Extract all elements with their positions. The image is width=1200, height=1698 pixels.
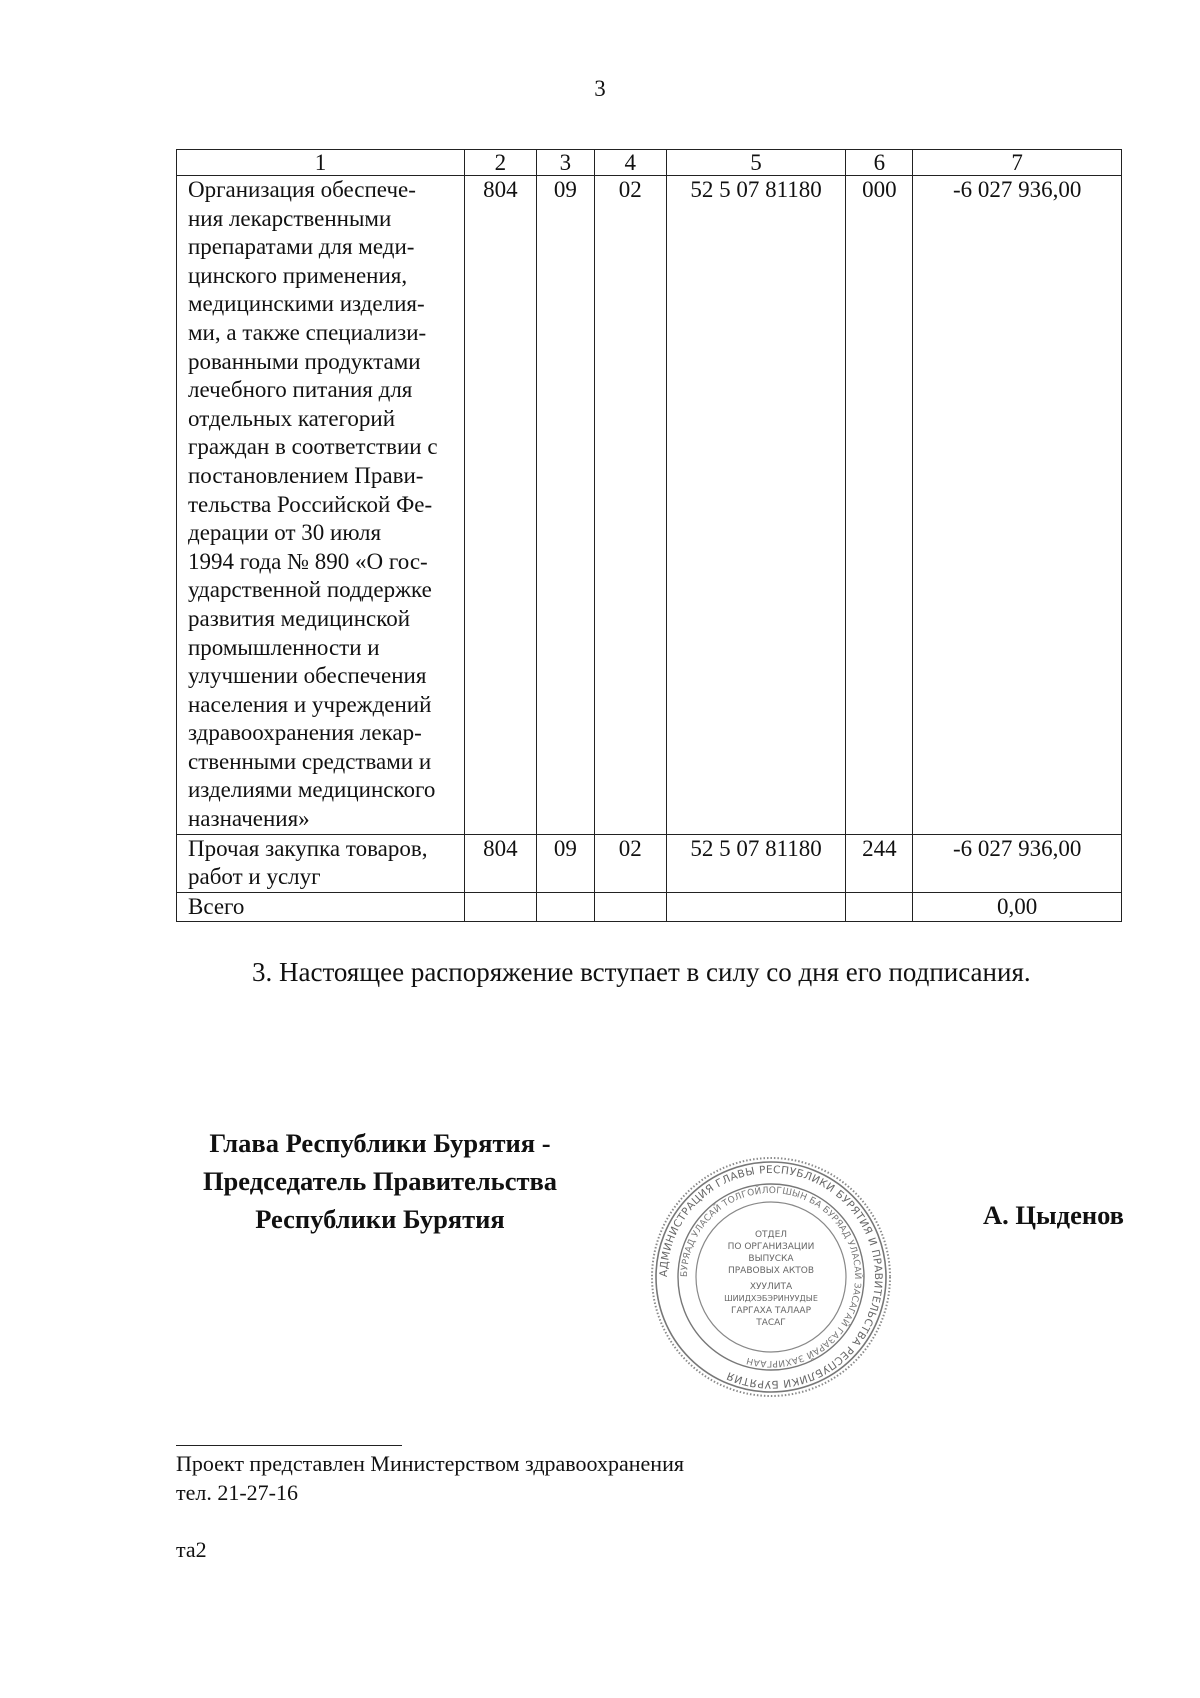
seal-center-line: ХУУЛИТА [749, 1282, 793, 1292]
seal-center-line: ОТДЕЛ [754, 1230, 788, 1240]
name-line: граждан в соответствии с [188, 434, 438, 460]
section-code-cell: 09 [536, 176, 594, 835]
target-article-cell [666, 892, 846, 922]
seal-ring [678, 1184, 864, 1370]
subsection-code-cell [594, 892, 666, 922]
column-header: 6 [846, 150, 913, 176]
name-line: ударственной поддержке [188, 577, 432, 603]
signatory-title-line: Глава Республики Бурятия - [209, 1128, 551, 1158]
column-header: 3 [536, 150, 594, 176]
name-line: отдельных категорий [188, 405, 396, 431]
target-article-cell: 52 5 07 81180 [666, 834, 846, 892]
seal-center-line: ГАРГАХА ТАЛААР [730, 1306, 812, 1316]
signatory-title [130, 1124, 630, 1238]
name-line: населения и учреждений [188, 691, 432, 717]
row-name-cell [177, 892, 465, 922]
name-line: тельства Российской Фе- [188, 491, 433, 517]
name-line: ственными средствами и [188, 748, 432, 774]
name-line: дерации от 30 июля [188, 520, 382, 546]
name-line: развития медицинской [188, 605, 411, 631]
name-line: медицинскими изделия- [188, 291, 425, 317]
name-line: ния лекарственными [188, 205, 392, 231]
name-line: Организация обеспече- [188, 177, 416, 202]
page-number: 3 [594, 76, 606, 101]
department-code-cell: 804 [464, 176, 536, 835]
column-header: 2 [464, 150, 536, 176]
name-line: назначения» [188, 806, 310, 832]
official-seal [649, 1155, 893, 1399]
column-header: 4 [594, 150, 666, 176]
name-line: Всего [188, 893, 245, 919]
department-code-cell: 804 [464, 834, 536, 892]
name-line: лечебного питания для [188, 377, 413, 403]
signatory-name: А. Цыденов [982, 1200, 1124, 1230]
column-header: 1 [177, 150, 465, 176]
name-line: препаратами для меди- [188, 234, 415, 260]
section-code-cell [536, 892, 594, 922]
signatory-title-line: Республики Бурятия [255, 1204, 505, 1234]
subsection-code-cell: 02 [594, 176, 666, 835]
footnote-line: тел. 21-27-16 [176, 1480, 299, 1505]
column-header: 7 [913, 150, 1122, 176]
name-line: цинского применения, [188, 262, 408, 288]
row-name-cell [177, 176, 465, 835]
seal-ring [696, 1202, 846, 1352]
expense-type-cell [846, 892, 913, 922]
row-name-cell [177, 834, 465, 892]
column-header: 5 [666, 150, 846, 176]
expense-type-cell: 244 [846, 834, 913, 892]
subsection-code-cell: 02 [594, 834, 666, 892]
seal-outer-text: АДМИНИСТРАЦИЯ ГЛАВЫ РЕСПУБЛИКИ БУРЯТИЯ И ПРАВИТЕЛЬСТВА РЕСПУБЛИКИ БУРЯТИЯ [657, 1163, 885, 1391]
name-line: рованными продуктами [188, 348, 421, 374]
amount-cell: -6 027 936,00 [913, 176, 1122, 835]
amount-cell: -6 027 936,00 [913, 834, 1122, 892]
name-line: работ и услуг [188, 864, 321, 890]
total-amount-cell: 0,00 [913, 892, 1122, 922]
seal-center-line: ТАСАГ [756, 1318, 786, 1328]
seal-center-line: ШИИДХЭБЭРИНУУДЫЕ [724, 1294, 818, 1303]
signatory-title-line: Председатель Правительства [202, 1166, 558, 1196]
footnote-line: Проект представлен Министерством здравоохранения [176, 1451, 684, 1476]
target-article-cell: 52 5 07 81180 [666, 176, 846, 835]
name-line: 1994 года № 890 «О гос- [188, 548, 428, 574]
seal-center-line: ВЫПУСКА [748, 1254, 794, 1264]
seal-center-line: ПРАВОВЫХ АКТОВ [727, 1266, 815, 1276]
footnote-divider [176, 1445, 402, 1446]
seal-inner-text: БУРЯАД УЛАСАЙ ТОЛГОЙЛОГШЫН БА БУРЯАД УЛАСАЙ ЗАСАГАЙ ГАЗАРАЙ ЗАХИРГААН [679, 1185, 863, 1369]
clause-text: 3. Настоящее распоряжение вступает в силу со дня его подписания. [252, 957, 1031, 987]
name-line: здравоохранения лекар- [188, 720, 422, 746]
seal-ring [656, 1162, 886, 1392]
document-code: та2 [176, 1537, 207, 1562]
name-line: ми, а также специализи- [188, 319, 427, 345]
name-line: промышленности и [188, 634, 380, 660]
seal-center-line: ПО ОРГАНИЗАЦИИ [727, 1242, 815, 1252]
table-total-row [177, 892, 1122, 922]
table-row [177, 176, 1122, 835]
section-code-cell: 09 [536, 834, 594, 892]
name-line: улучшении обеспечения [188, 663, 427, 689]
table-row [177, 834, 1122, 892]
name-line: Прочая закупка товаров, [188, 835, 428, 861]
budget-table [176, 149, 1122, 922]
department-code-cell [464, 892, 536, 922]
footnote [176, 1449, 684, 1507]
table-header-row [177, 150, 1122, 176]
name-line: постановлением Прави- [188, 462, 424, 488]
name-line: изделиями медицинского [188, 777, 436, 803]
expense-type-cell: 000 [846, 176, 913, 835]
